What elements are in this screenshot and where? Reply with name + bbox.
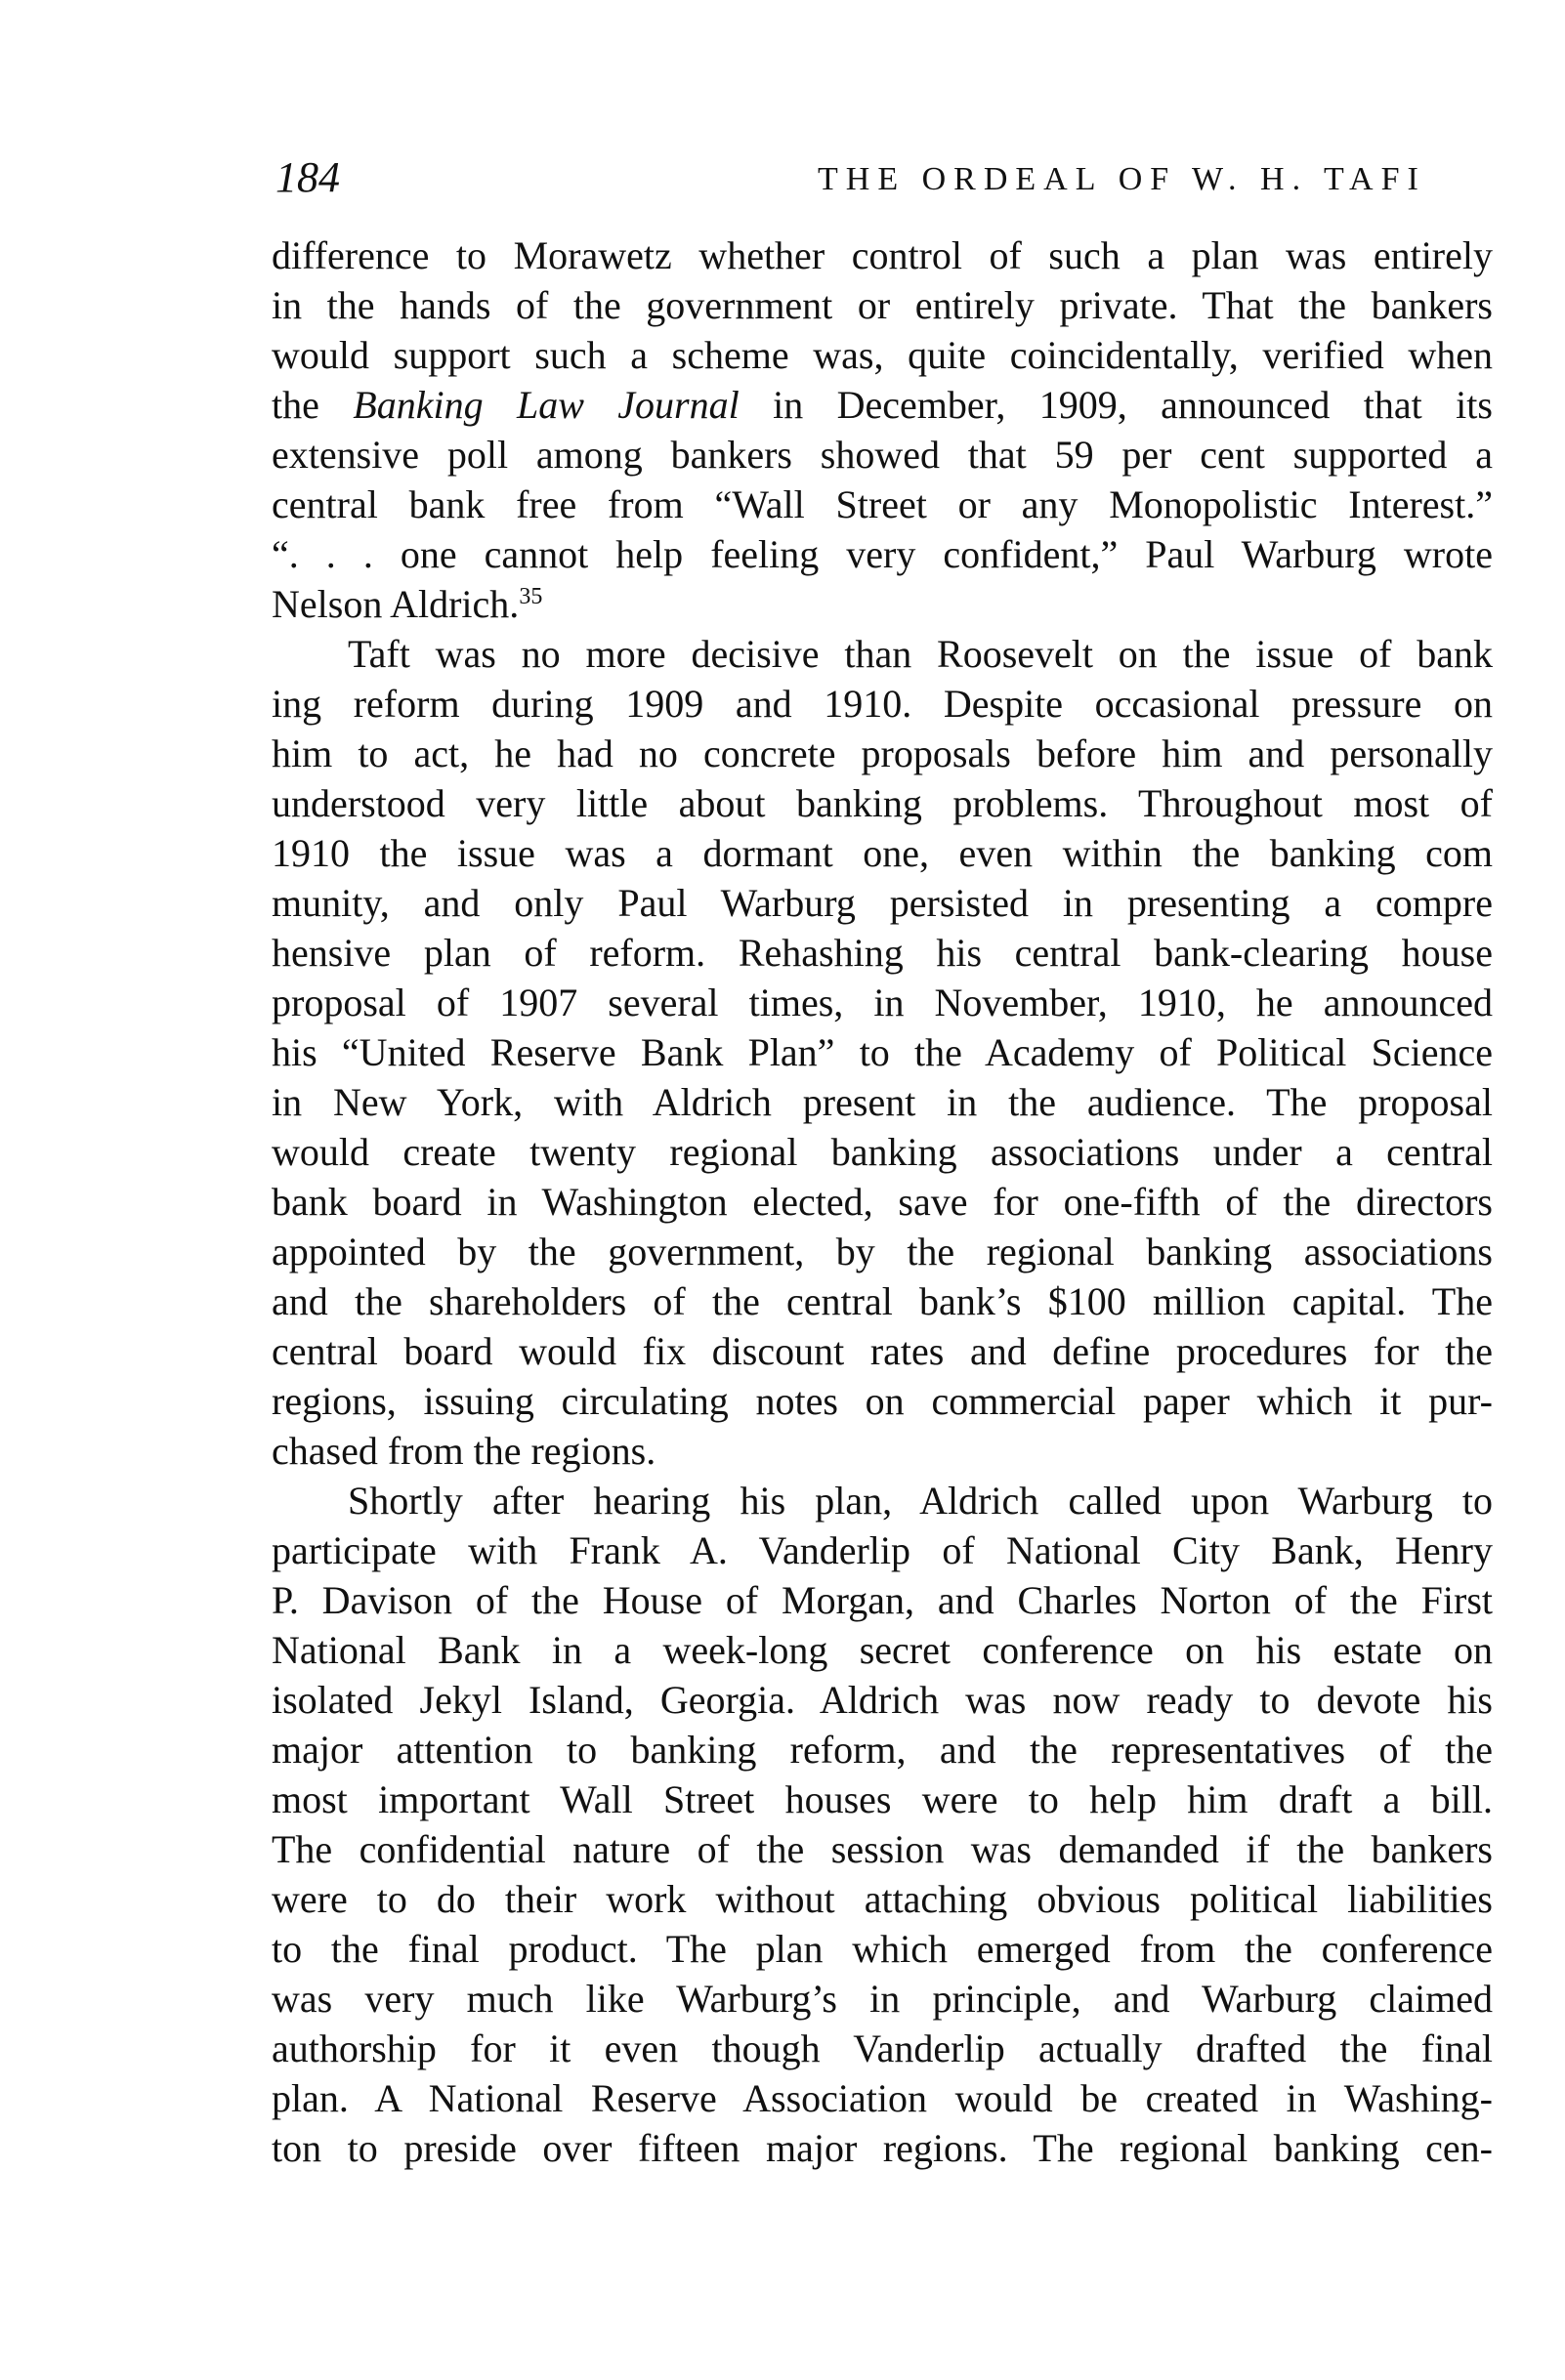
- text-line: bank board in Washington elected, save for one-fifth of the directors: [272, 1180, 1493, 1224]
- text-line: to the final product. The plan which emerged from the conference: [272, 1927, 1493, 1971]
- text-segment: in December, 1909, announced that its: [739, 383, 1493, 427]
- text-line: appointed by the government, by the regional banking associations: [272, 1230, 1493, 1274]
- text-line: hensive plan of reform. Rehashing his central bank-clearing house: [272, 931, 1493, 975]
- text-line: would create twenty regional banking associations under a central: [272, 1130, 1493, 1174]
- footnote-marker: 35: [519, 584, 543, 609]
- text-line: major attention to banking reform, and the representatives of the: [272, 1728, 1493, 1772]
- text-line: authorship for it even though Vanderlip actually drafted the final: [272, 2026, 1493, 2070]
- text-line: in New York, with Aldrich present in the audience. The proposal: [272, 1080, 1493, 1124]
- text-line: proposal of 1907 several times, in November, 1910, he announced: [272, 981, 1493, 1024]
- text-line: chased from the regions.: [272, 1429, 656, 1473]
- text-line: P. Davison of the House of Morgan, and Charles Norton of the First: [272, 1578, 1493, 1622]
- page-number: 184: [275, 153, 340, 201]
- text-line: isolated Jekyl Island, Georgia. Aldrich was now ready to devote his: [272, 1678, 1493, 1722]
- text-line: and the shareholders of the central bank’s $100 million capital. The: [272, 1279, 1493, 1323]
- text-line: [272, 380, 1493, 430]
- text-line: central board would fix discount rates and define procedures for the: [272, 1329, 1493, 1373]
- text-segment: the: [272, 383, 354, 427]
- text-line: most important Wall Street houses were to help him draft a bill.: [272, 1777, 1493, 1821]
- text-line: his “United Reserve Bank Plan” to the Academy of Political Science: [272, 1030, 1493, 1074]
- page-header: [275, 148, 1526, 207]
- text-line: him to act, he had no concrete proposals before him and personally: [272, 731, 1493, 775]
- text-line: 1910 the issue was a dormant one, even within the banking com: [272, 831, 1493, 875]
- text-line: central bank free from “Wall Street or any Monopolistic Interest.”: [272, 482, 1493, 526]
- text-line: ing reform during 1909 and 1910. Despite occasional pressure on: [272, 682, 1493, 726]
- text-line: were to do their work without attaching obvious political liabilities: [272, 1877, 1493, 1921]
- journal-title: Banking Law Journal: [353, 383, 740, 427]
- text-line: in the hands of the government or entirely private. That the bankers: [272, 283, 1493, 327]
- text-line: [272, 579, 1493, 629]
- text-line: National Bank in a week-long secret conference on his estate on: [272, 1628, 1493, 1672]
- text-line: munity, and only Paul Warburg persisted in presenting a compre: [272, 881, 1493, 925]
- text-line: understood very little about banking problems. Throughout most of: [272, 781, 1493, 825]
- text-line: ton to preside over fifteen major regions. The regional banking cen-: [272, 2126, 1493, 2170]
- paragraph-first-line: Shortly after hearing his plan, Aldrich called upon Warburg to: [348, 1479, 1493, 1523]
- text-line: The confidential nature of the session was demanded if the bankers: [272, 1827, 1493, 1871]
- text-line: difference to Morawetz whether control of such a plan was entirely: [272, 233, 1493, 277]
- text-line: extensive poll among bankers showed that 59 per cent supported a: [272, 433, 1493, 477]
- body-text: [272, 230, 1493, 2173]
- text-line: “. . . one cannot help feeling very confident,” Paul Warburg wrote: [272, 532, 1493, 576]
- running-head: THE ORDEAL OF W. H. TAFI: [818, 161, 1426, 197]
- text-line: was very much like Warburg’s in principle, and Warburg claimed: [272, 1977, 1493, 2021]
- text-line: would support such a scheme was, quite coincidentally, verified when: [272, 333, 1493, 377]
- text-line: regions, issuing circulating notes on commercial paper which it pur-: [272, 1379, 1493, 1423]
- paragraph-first-line: Taft was no more decisive than Roosevelt on the issue of bank: [348, 632, 1493, 676]
- text-line: plan. A National Reserve Association would be created in Washing-: [272, 2076, 1493, 2120]
- text-segment: Nelson Aldrich.: [272, 582, 520, 626]
- text-line: participate with Frank A. Vanderlip of National City Bank, Henry: [272, 1528, 1493, 1572]
